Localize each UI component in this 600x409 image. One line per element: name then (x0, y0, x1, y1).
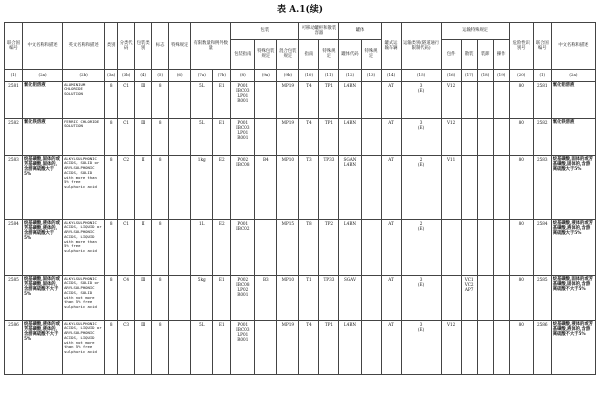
header-special-packing: 特殊包装规定 (255, 39, 277, 70)
cell-excepted-quantity: E2 (213, 219, 231, 275)
cell-special-provisions (169, 219, 191, 275)
cell-special-packing (255, 219, 277, 275)
cell-special-provisions (169, 81, 191, 118)
cell-un-no-2: 2584 (533, 219, 551, 275)
column-number: (9b) (277, 70, 299, 82)
column-number: (12) (339, 70, 361, 82)
column-number: (19) (493, 70, 509, 82)
cell-ts-bulk (461, 155, 477, 219)
header-class: 类别 (105, 23, 118, 70)
table-row (5, 81, 596, 118)
cell-packing-instructions: P001 IBC02 (231, 219, 255, 275)
cell-pt-special: TP1 (319, 320, 339, 374)
cell-ts-loading (477, 118, 493, 155)
cell-hazard-id: 80 (509, 155, 533, 219)
header-un-no-2: 联合国编号 (533, 23, 551, 70)
cell-transport-category: 3 (E) (401, 118, 441, 155)
cell-class-code: C1 (118, 81, 135, 118)
cell-special-provisions (169, 155, 191, 219)
cell-transport-category: 2 (E) (401, 219, 441, 275)
cell-pt-instructions: T4 (299, 81, 319, 118)
cell-name-en: ALUMINIUM CHLORIDE SOLUTION (63, 81, 105, 118)
table-row (5, 320, 596, 374)
cell-un-no-2: 2581 (533, 81, 551, 118)
column-number: (7a) (191, 70, 213, 82)
cell-class: 8 (105, 81, 118, 118)
column-number: (3b) (118, 70, 135, 82)
cell-hazard-id: 80 (509, 118, 533, 155)
cell-transport-category: 3 (E) (401, 320, 441, 374)
cell-pt-special: TP1 (319, 118, 339, 155)
cell-hazard-id: 80 (509, 275, 533, 320)
cell-packing-group: Ⅲ (135, 81, 152, 118)
cell-special-packing (255, 118, 277, 155)
cell-ts-bulk (461, 118, 477, 155)
cell-name-cn-2: 烷基磺酸,固体的或芳基磺酸,固体的,含游离硫酸大于5% (551, 155, 595, 219)
cell-un-no: 2583 (5, 155, 23, 219)
cell-un-no-2: 2582 (533, 118, 551, 155)
cell-ts-bulk: VC1 VC2 AP7 (461, 275, 477, 320)
cell-name-cn: 烷基磺酸,固体的或芳基磺酸,固体的,含游离硫酸大于5% (23, 155, 63, 219)
cell-hazard-id: 80 (509, 320, 533, 374)
cell-name-en: ALKYLSULPHONIC ACIDS, SOLID or ARYLSULPHONIC ACIDS, SOLID with not more than 5% free sulphuric acid (63, 275, 105, 320)
cell-mixed-packing: MP19 (277, 81, 299, 118)
cell-tank-special (361, 219, 381, 275)
cell-ts-packages (441, 275, 461, 320)
header-tanks: 罐体 (339, 23, 381, 40)
cell-tank-special (361, 81, 381, 118)
cell-un-no-2: 2585 (533, 275, 551, 320)
column-number: (3a) (105, 70, 118, 82)
cell-packing-group: Ⅲ (135, 275, 152, 320)
cell-class-code: C2 (118, 155, 135, 219)
cell-excepted-quantity: E1 (213, 320, 231, 374)
cell-ts-operation (493, 155, 509, 219)
cell-name-cn-2: 烷基磺酸,液体的或芳基磺酸,液体的,含游离硫酸大于5% (551, 219, 595, 275)
cell-tank-code: L4BN (339, 118, 361, 155)
cell-transport-category: 3 (E) (401, 275, 441, 320)
table-row (5, 219, 596, 275)
cell-pt-special: TP2 (319, 219, 339, 275)
cell-limited-quantity: 1kg (191, 155, 213, 219)
cell-transport-category: 2 (E) (401, 155, 441, 219)
header-hazard-id: 危险性识别号 (509, 23, 533, 70)
cell-pt-special: TP33 (319, 155, 339, 219)
cell-un-no-2: 2586 (533, 320, 551, 374)
cell-class-code: C1 (118, 219, 135, 275)
cell-mixed-packing: MP19 (277, 118, 299, 155)
cell-vehicle: AT (381, 320, 401, 374)
cell-ts-operation (493, 320, 509, 374)
cell-tank-code: SGAV (339, 275, 361, 320)
header-ts-loading: 装卸 (477, 39, 493, 70)
header-special-provisions: 特殊规定 (169, 23, 191, 70)
cell-limited-quantity: 5L (191, 320, 213, 374)
cell-un-no: 2586 (5, 320, 23, 374)
column-number: (17) (461, 70, 477, 82)
cell-ts-loading (477, 320, 493, 374)
cell-ts-packages: V12 (441, 320, 461, 374)
cell-name-cn: 烷基磺酸,液体的或芳基磺酸,液体的,含游离硫酸不大于5% (23, 320, 63, 374)
header-packing-instructions: 包装指南 (231, 39, 255, 70)
header-pt-instructions: 指南 (299, 39, 319, 70)
cell-ts-loading (477, 219, 493, 275)
header-transport-category: 运输类别(隧道通行限制代码) (401, 23, 441, 70)
cell-ts-loading (477, 275, 493, 320)
cell-ts-loading (477, 155, 493, 219)
cell-limited-quantity: 1L (191, 219, 213, 275)
cell-tank-code: L4BN (339, 81, 361, 118)
cell-pt-instructions: T3 (299, 155, 319, 219)
column-number: (14) (381, 70, 401, 82)
cell-class: 8 (105, 155, 118, 219)
cell-transport-category: 3 (E) (401, 81, 441, 118)
cell-un-no: 2584 (5, 219, 23, 275)
cell-ts-loading (477, 81, 493, 118)
cell-special-packing (255, 320, 277, 374)
cell-packing-group: Ⅱ (135, 155, 152, 219)
cell-tank-code: SGAN L4BN (339, 155, 361, 219)
cell-class-code: C3 (118, 320, 135, 374)
cell-special-provisions (169, 275, 191, 320)
cell-name-cn-2: 烷基磺酸,固体的或芳基磺酸,固体的,含游离硫酸不大于5% (551, 275, 595, 320)
cell-ts-operation (493, 275, 509, 320)
cell-tank-special (361, 275, 381, 320)
cell-tank-code: L4BN (339, 219, 361, 275)
cell-excepted-quantity: E2 (213, 155, 231, 219)
column-number: (2a) (551, 70, 595, 82)
column-number: (5) (152, 70, 169, 82)
header-mixed-packing: 混合包装规定 (277, 39, 299, 70)
cell-excepted-quantity: E1 (213, 275, 231, 320)
cell-class-code: C1 (118, 118, 135, 155)
header-ts-bulk: 散装 (461, 39, 477, 70)
cell-packing-group: Ⅱ (135, 219, 152, 275)
column-number: (6) (169, 70, 191, 82)
cell-packing-instructions: P001 IBC03 LP01 R001 (231, 118, 255, 155)
cell-excepted-quantity: E1 (213, 118, 231, 155)
header-ts-packages: 包件 (441, 39, 461, 70)
header-name-cn-2: 中文名称和描述 (551, 23, 595, 70)
header-pt-special: 特殊规定 (319, 39, 339, 70)
column-number: (2a) (23, 70, 63, 82)
cell-limited-quantity: 5L (191, 118, 213, 155)
cell-un-no: 2581 (5, 81, 23, 118)
header-un-no: 联合国编号 (5, 23, 23, 70)
cell-un-no-2: 2583 (533, 155, 551, 219)
cell-class: 8 (105, 275, 118, 320)
table-row (5, 275, 596, 320)
cell-labels: 8 (152, 81, 169, 118)
cell-mixed-packing: MP19 (277, 320, 299, 374)
cell-name-cn: 烷基磺酸,液体的或芳基磺酸,液体的,含游离硫酸大于5% (23, 219, 63, 275)
column-number: (4) (135, 70, 152, 82)
cell-special-provisions (169, 118, 191, 155)
cell-name-cn-2: 氯化铁溶液 (551, 118, 595, 155)
cell-name-cn-2: 氯化铝溶液 (551, 81, 595, 118)
cell-ts-operation (493, 219, 509, 275)
cell-pt-instructions: T1 (299, 275, 319, 320)
cell-tank-special (361, 118, 381, 155)
cell-pt-special: TP1 (319, 81, 339, 118)
cell-hazard-id: 80 (509, 81, 533, 118)
cell-name-en: ALKYLSULPHONIC ACIDS, SOLID or ARYLSULPHONIC ACIDS, SOLID with more than 5% free sulphuric acid (63, 155, 105, 219)
column-number: (7b) (213, 70, 231, 82)
cell-packing-instructions: P001 IBC03 LP01 R001 (231, 81, 255, 118)
header-transport-special: 运输特殊规定 (441, 23, 509, 40)
cell-ts-packages: V12 (441, 118, 461, 155)
cell-vehicle: AT (381, 81, 401, 118)
header-name-cn: 中文名称和描述 (23, 23, 63, 70)
column-number: (9a) (255, 70, 277, 82)
cell-labels: 8 (152, 155, 169, 219)
cell-special-provisions (169, 320, 191, 374)
cell-pt-special: TP33 (319, 275, 339, 320)
cell-vehicle: AT (381, 275, 401, 320)
header-name-en: 英文名称和描述 (63, 23, 105, 70)
cell-ts-bulk (461, 320, 477, 374)
cell-packing-instructions: P001 IBC03 LP01 R001 (231, 320, 255, 374)
cell-hazard-id: 80 (509, 219, 533, 275)
cell-packing-instructions: P002 IBC08 (231, 155, 255, 219)
cell-name-cn-2: 烷基磺酸,液体的或芳基磺酸,液体的,含游离硫酸不大于5% (551, 320, 595, 374)
cell-ts-operation (493, 81, 509, 118)
cell-pt-instructions: T8 (299, 219, 319, 275)
cell-labels: 8 (152, 275, 169, 320)
header-tank-special: 特殊规定 (361, 39, 381, 70)
header-ts-operation: 操作 (493, 39, 509, 70)
column-number: (1) (533, 70, 551, 82)
cell-packing-group: Ⅲ (135, 320, 152, 374)
header-vehicle: 罐式运输车辆 (381, 23, 401, 70)
cell-limited-quantity: 5L (191, 81, 213, 118)
cell-vehicle: AT (381, 118, 401, 155)
column-number: (2b) (63, 70, 105, 82)
cell-class: 8 (105, 118, 118, 155)
column-number: (18) (477, 70, 493, 82)
cell-name-en: ALKYLSULPHONIC ACIDS, LIQUID or ARYLSULPHONIC ACIDS, LIQUID with not more than 5% free sulphuric acid (63, 320, 105, 374)
cell-ts-packages (441, 219, 461, 275)
cell-class-code: C4 (118, 275, 135, 320)
column-number: (10) (299, 70, 319, 82)
column-number: (8) (231, 70, 255, 82)
cell-limited-quantity: 5kg (191, 275, 213, 320)
cell-name-cn: 烷基磺酸,固体的或芳基磺酸,固体的,含游离硫酸不大于5% (23, 275, 63, 320)
cell-packing-instructions: P002 IBC08 LP02 R001 (231, 275, 255, 320)
cell-name-en: FERRIC CHLORIDE SOLUTION (63, 118, 105, 155)
cell-ts-packages: V11 (441, 155, 461, 219)
cell-class: 8 (105, 219, 118, 275)
cell-name-en: ALKYLSULPHONIC ACIDS, LIQUID or ARYLSULPHONIC ACIDS, LIQUID with more than 5% free sulphuric acid (63, 219, 105, 275)
cell-special-packing (255, 81, 277, 118)
header-tank-code: 罐体代码 (339, 39, 361, 70)
table-row (5, 155, 596, 219)
cell-un-no: 2585 (5, 275, 23, 320)
cell-mixed-packing: MP15 (277, 219, 299, 275)
header-portable-tanks: 可移动罐柜和散装容器 (299, 23, 339, 40)
cell-ts-bulk (461, 81, 477, 118)
column-number: (20) (509, 70, 533, 82)
cell-ts-packages: V12 (441, 81, 461, 118)
dangerous-goods-table (4, 22, 596, 375)
cell-mixed-packing: MP10 (277, 275, 299, 320)
column-number: (1) (5, 70, 23, 82)
header-limited-excepted: 有限数量和例外数量 (191, 23, 231, 70)
cell-ts-operation (493, 118, 509, 155)
cell-name-cn: 氯化铁溶液 (23, 118, 63, 155)
cell-pt-instructions: T4 (299, 320, 319, 374)
cell-mixed-packing: MP10 (277, 155, 299, 219)
cell-name-cn: 氯化铝溶液 (23, 81, 63, 118)
cell-special-packing: B3 (255, 275, 277, 320)
header-packaging: 包装 (231, 23, 299, 40)
cell-labels: 8 (152, 320, 169, 374)
cell-class: 8 (105, 320, 118, 374)
header-labels: 标志 (152, 23, 169, 70)
header-packing-group: 包装类别 (135, 23, 152, 70)
cell-tank-special (361, 155, 381, 219)
cell-pt-instructions: T4 (299, 118, 319, 155)
cell-un-no: 2582 (5, 118, 23, 155)
header-class-code: 分类代码 (118, 23, 135, 70)
column-number: (13) (361, 70, 381, 82)
cell-labels: 8 (152, 118, 169, 155)
cell-tank-special (361, 320, 381, 374)
cell-packing-group: Ⅲ (135, 118, 152, 155)
cell-ts-bulk (461, 219, 477, 275)
cell-vehicle: AT (381, 155, 401, 219)
cell-excepted-quantity: E1 (213, 81, 231, 118)
cell-labels: 8 (152, 219, 169, 275)
cell-special-packing: B4 (255, 155, 277, 219)
column-number: (11) (319, 70, 339, 82)
cell-tank-code: L4BN (339, 320, 361, 374)
table-row (5, 118, 596, 155)
cell-vehicle: AT (381, 219, 401, 275)
column-number: (15) (401, 70, 441, 82)
column-number: (16) (441, 70, 461, 82)
table-title: 表 A.1(续) (276, 5, 324, 15)
